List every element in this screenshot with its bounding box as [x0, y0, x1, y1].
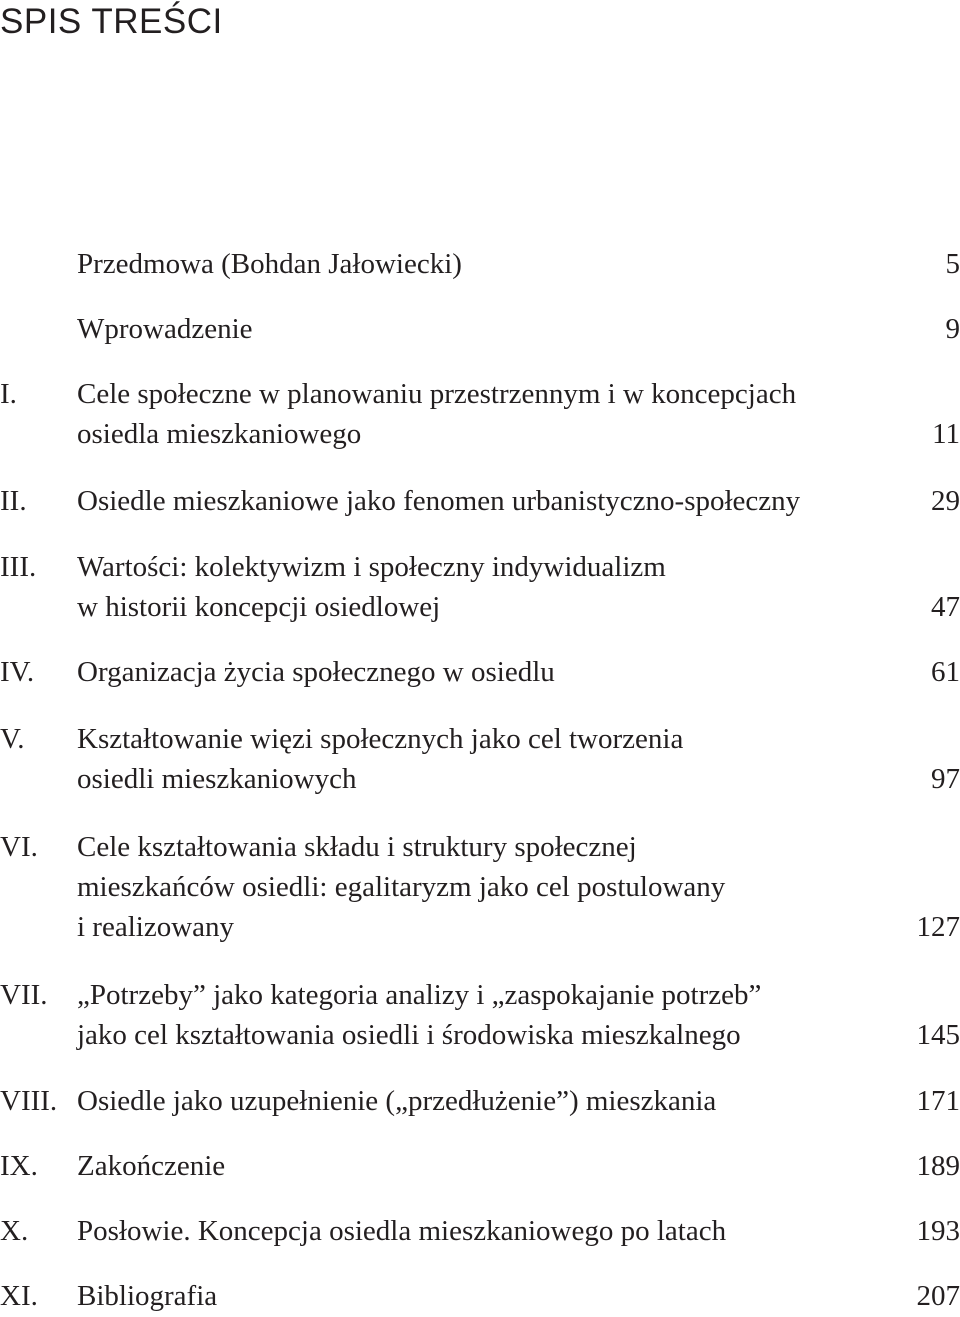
toc-entry-number: X. — [0, 1215, 29, 1247]
toc-entry[interactable] — [0, 547, 960, 627]
toc-entry[interactable] — [0, 719, 960, 799]
toc-entry-number: I. — [0, 378, 17, 410]
toc-entry-page: 127 — [916, 911, 960, 943]
toc-entry-title-line: Organizacja życia społecznego w osiedlu — [77, 656, 555, 688]
toc-entry[interactable] — [0, 481, 960, 521]
toc-entry-number: XI. — [0, 1280, 38, 1312]
toc-entry-title — [77, 481, 837, 521]
toc-entry-title — [77, 975, 837, 1055]
toc-entry-title — [77, 1146, 837, 1186]
toc-entry[interactable] — [0, 374, 960, 454]
toc-entry-title-line: Kształtowanie więzi społecznych jako cel tworzenia — [77, 723, 684, 755]
toc-entry-page: 5 — [945, 248, 960, 280]
toc-entry-number: VII. — [0, 979, 48, 1011]
toc-entry-title-line: Wartości: kolektywizm i społeczny indywidualizm — [77, 551, 666, 583]
toc-entry-title-line: Przedmowa (Bohdan Jałowiecki) — [77, 248, 462, 280]
toc-entry-title-line: „Potrzeby” jako kategoria analizy i „zaspokajanie potrzeb” — [77, 979, 762, 1011]
toc-entry-title-line: osiedli mieszkaniowych — [77, 763, 357, 795]
toc-entry-page: 11 — [932, 418, 960, 450]
toc-entry[interactable] — [0, 244, 960, 284]
toc-entry[interactable] — [0, 1211, 960, 1251]
toc-entry-title — [77, 374, 837, 454]
toc-entry-title-line: Cele społeczne w planowaniu przestrzennym i w koncepcjach — [77, 378, 797, 410]
toc-entry[interactable] — [0, 1146, 960, 1186]
toc-entry-title — [77, 1081, 837, 1121]
toc-entry-page: 61 — [931, 656, 960, 688]
toc-entry-number: VI. — [0, 831, 38, 863]
toc-entry-title-line: Osiedle mieszkaniowe jako fenomen urbanistyczno-społeczny — [77, 485, 801, 517]
toc-entry-number: III. — [0, 551, 37, 583]
toc-entry-title-line: Bibliografia — [77, 1280, 218, 1312]
toc-entry-page: 207 — [916, 1280, 960, 1312]
toc-entry-number: VIII. — [0, 1085, 58, 1117]
toc-entry-number: II. — [0, 485, 27, 517]
toc-entry[interactable] — [0, 1276, 960, 1316]
toc-entry-title-line: i realizowany — [77, 911, 235, 943]
toc-entry[interactable] — [0, 309, 960, 349]
toc-entry-title — [77, 719, 837, 799]
toc-entry-title-line: Zakończenie — [77, 1150, 226, 1182]
toc-entry-title-line: jako cel kształtowania osiedli i środowiska mieszkalnego — [77, 1019, 741, 1051]
toc-entry-title-line: Wprowadzenie — [77, 313, 253, 345]
toc-entry-title — [77, 827, 837, 947]
toc-entry-page: 9 — [945, 313, 960, 345]
toc-entry-number: IV. — [0, 656, 35, 688]
toc-entry-title-line: Cele kształtowania składu i struktury społecznej — [77, 831, 637, 863]
toc-entry-title-line: osiedla mieszkaniowego — [77, 418, 362, 450]
toc-entry[interactable] — [0, 1081, 960, 1121]
toc-entry-title — [77, 309, 837, 349]
toc-entry-title — [77, 1276, 837, 1316]
toc-entry-page: 189 — [916, 1150, 960, 1182]
toc-entry-title — [77, 547, 837, 627]
toc-entry-title — [77, 1211, 837, 1251]
toc-entry-title — [77, 244, 837, 284]
toc-entry-title — [77, 652, 837, 692]
toc-entry-page: 145 — [916, 1019, 960, 1051]
toc-entry-page: 29 — [931, 485, 960, 517]
toc-entry-title-line: Posłowie. Koncepcja osiedla mieszkaniowego po latach — [77, 1215, 727, 1247]
page-title: SPIS TREŚCI — [0, 2, 223, 41]
toc-entry-page: 47 — [931, 591, 960, 623]
toc-entry-title-line: mieszkańców osiedli: egalitaryzm jako cel postulowany — [77, 871, 726, 903]
toc-entry-number: V. — [0, 723, 25, 755]
toc-entry-number: IX. — [0, 1150, 38, 1182]
toc-entry-title-line: Osiedle jako uzupełnienie („przedłużenie”) mieszkania — [77, 1085, 717, 1117]
toc-entry-title-line: w historii koncepcji osiedlowej — [77, 591, 441, 623]
toc-entry[interactable] — [0, 827, 960, 947]
toc-entry[interactable] — [0, 652, 960, 692]
toc-entry[interactable] — [0, 975, 960, 1055]
toc-entry-page: 97 — [931, 763, 960, 795]
toc-entry-page: 193 — [916, 1215, 960, 1247]
toc-entry-page: 171 — [916, 1085, 960, 1117]
